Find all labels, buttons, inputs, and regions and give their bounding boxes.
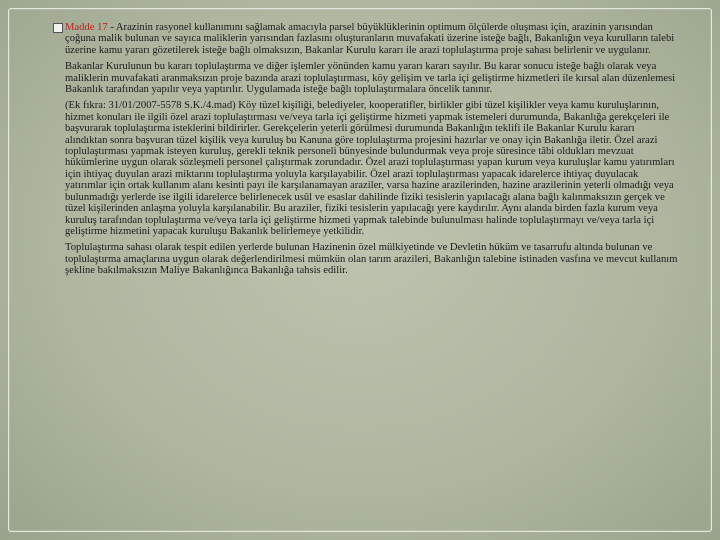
paragraph-1 <box>65 22 678 56</box>
paragraph-4: Toplulaştırma sahası olarak tespit edilen yerlerde bulunan Hazinenin özel mülkiyetinde ve Devletin hüküm ve tasarrufu altında bulunan ve toplulaştırma amaçlarına uygun olarak değerlendirilmesi mümkün olan tarım arazileri, Bakanlığın talebine istinaden vasfına ve mevcut kullanım şekline bakılmaksızın Maliye Bakanlığınca Bakanlığa tahsis edilir. <box>65 242 678 277</box>
paragraph-2: Bakanlar Kurulunun bu kararı toplulaştırma ve diğer işlemler yönünden kamu yararı kararı sayılır. Bu karar sonucu isteğe bağlı olarak veya maliklerin muvafakati aranmaksızın proje bazında arazi toplulaştırması, köy gelişim ve tarla içi geliştirme hizmetleri ile kırsal alan düzenlemesi Bakanlık tarafından yapılır veya yaptırılır. Uygulamada isteğe bağlı toplulaştırmalara öncelik tanınır. <box>65 61 676 96</box>
paragraph-1-text: - Arazinin rasyonel kullanımını sağlamak amacıyla parsel büyüklüklerinin optimum ölçülerde oluşması için, arazinin yarısından çoğuna malik bulunan ve sayıca maliklerin yarısından fazlasını oluşturanların muvafakati üzerine isteğe bağlı, Bakanlığın veya kurulların talebi üzerine kamu yararı gözetilerek isteğe bağlı olmaksızın, Bakanlar Kurulu kararı ile arazi toplulaştırma proje sahası belirlenir ve uygulanır. <box>65 22 675 56</box>
article-title: Madde 17 <box>65 22 108 33</box>
paragraph-3: (Ek fıkra: 31/01/2007-5578 S.K./4.mad) Köy tüzel kişiliği, belediyeler, kooperatifler, birlikler gibi tüzel kişilikler veya kamu kuruluşlarının, hizmet konuları ile ilgili özel arazi toplulaştırması ve/veya tarla içi geliştirme hizmeti yapmak istemeleri durumunda, Bakanlığa gerekçeleri ile başvurarak toplulaştırma isteklerini bildirirler. Gerekçelerin yeterli görülmesi durumunda Bakanlığın teklifi ile Bakanlar Kurulu kararı alındıktan sonra başvuran tüzel kişilik veya kuruluş bu Kanuna göre toplulaştırma projesini hazırlar ve onay için Bakanlığa iletir. Özel arazi toplulaştırması yapmak isteyen kuruluş, gerekli teknik personeli bünyesinde bulundurmak veya proje süresince tâbi oldukları mevzuat hükümlerine uygun olarak sözleşmeli personel çalıştırmak zorundadır. Özel arazi toplulaştırması yapan kurum veya kuruluşlar kamu yatırımları için ihtiyaç duyulan arazi miktarını toplulaştırma yoluyla karşılayabilir. Özel arazi toplulaştırması yapacak idarelerce ihtiyaç duyulacak yatırımlar için ortak kullanım alanı kesinti payı ile karşılanamayan araziler, varsa hazine arazilerinden, hazine arazilerinin yeterli olmadığı veya bulunmadığı yerlerde ise ilgili idarelerce belirlenecek usûl ve esaslar dahilinde fiziki tesislerin yapılacağı alana bağlı kalınmaksızın gerçek ve tüzel kişilerinden anlaşma yoluyla karşılanabilir. Bu araziler, fiziki tesislerin yapılacağı yere kaydırılır. Aynı alanda birden fazla kurum veya kuruluş tarafından toplulaştırma ve/veya tarla içi geliştirme hizmeti yapmak talebinde bulunulması halinde toplulaştırmayı ve/veya tarla içi geliştirme hizmetini yapacak kuruluşu Bakanlık belirlemeye yetkilidir. <box>65 100 675 237</box>
article-body <box>48 22 678 282</box>
bullet-icon <box>53 23 63 33</box>
